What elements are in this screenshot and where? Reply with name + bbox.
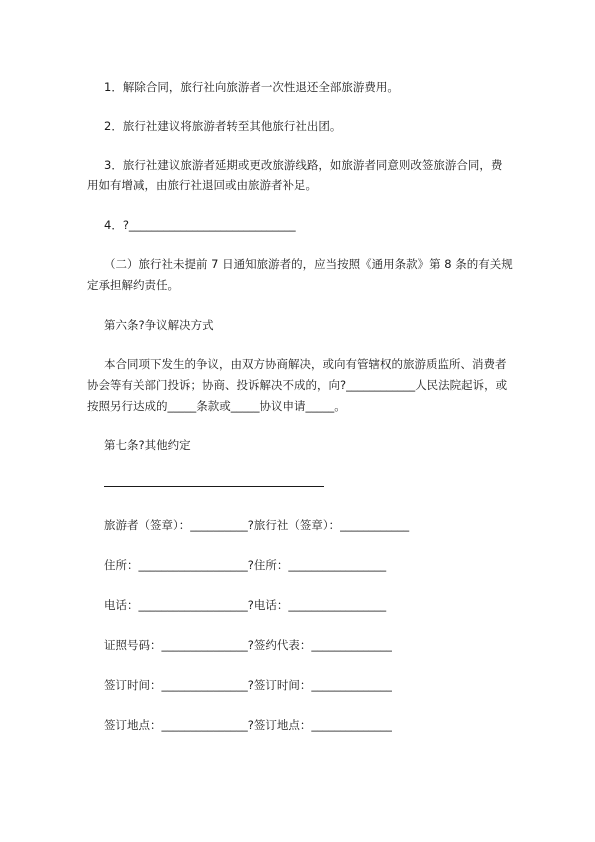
- article-6-line-1: 本合同项下发生的争议，由双方协商解决，或向有管辖权的旅游质监所、消费者: [104, 357, 507, 371]
- signature-row-3: 电话：___________________?电话：_________________: [104, 598, 387, 612]
- signature-row-4: 证照号码：_______________?签约代表：______________: [104, 638, 392, 652]
- signature-row-2: 住所：___________________?住所：_________________: [104, 558, 387, 572]
- article-6-line-2: 协会等有关部门投诉；协商、投诉解决不成的，向?____________人民法院起诉，或: [87, 378, 508, 392]
- clause-two-line-1: （二）旅行社未提前 7 日通知旅游者的，应当按照《通用条款》第 8 条的有关规: [104, 257, 513, 271]
- item-2: 2．旅行社建议将旅游者转至其他旅行社出团。: [104, 119, 342, 133]
- item-3-line-2: 用如有增减，由旅行社退回或由旅游者补足。: [87, 178, 317, 192]
- signature-row-5: 签订时间：_______________?签订时间：______________: [104, 678, 392, 692]
- clause-two-line-2: 定承担解约责任。: [87, 278, 179, 292]
- blank-line: [104, 486, 324, 487]
- item-4: 4．?_____________________________: [104, 218, 296, 232]
- article-6-line-3: 按照另行达成的_____条款或_____协议申请_____。: [87, 399, 346, 413]
- item-3-line-1: 3．旅行社建议旅游者延期或更改旅游线路，如旅游者同意则改签旅游合同，费: [104, 158, 503, 172]
- signature-row-6: 签订地点：_______________?签订地点：______________: [104, 718, 392, 732]
- article-6-heading: 第六条?争议解决方式: [104, 318, 214, 332]
- article-7-heading: 第七条?其他约定: [104, 438, 191, 452]
- signature-row-1: 旅游者（签章）：__________?旅行社（签章）：____________: [104, 518, 410, 532]
- item-1: 1．解除合同，旅行社向旅游者一次性退还全部旅游费用。: [104, 80, 399, 94]
